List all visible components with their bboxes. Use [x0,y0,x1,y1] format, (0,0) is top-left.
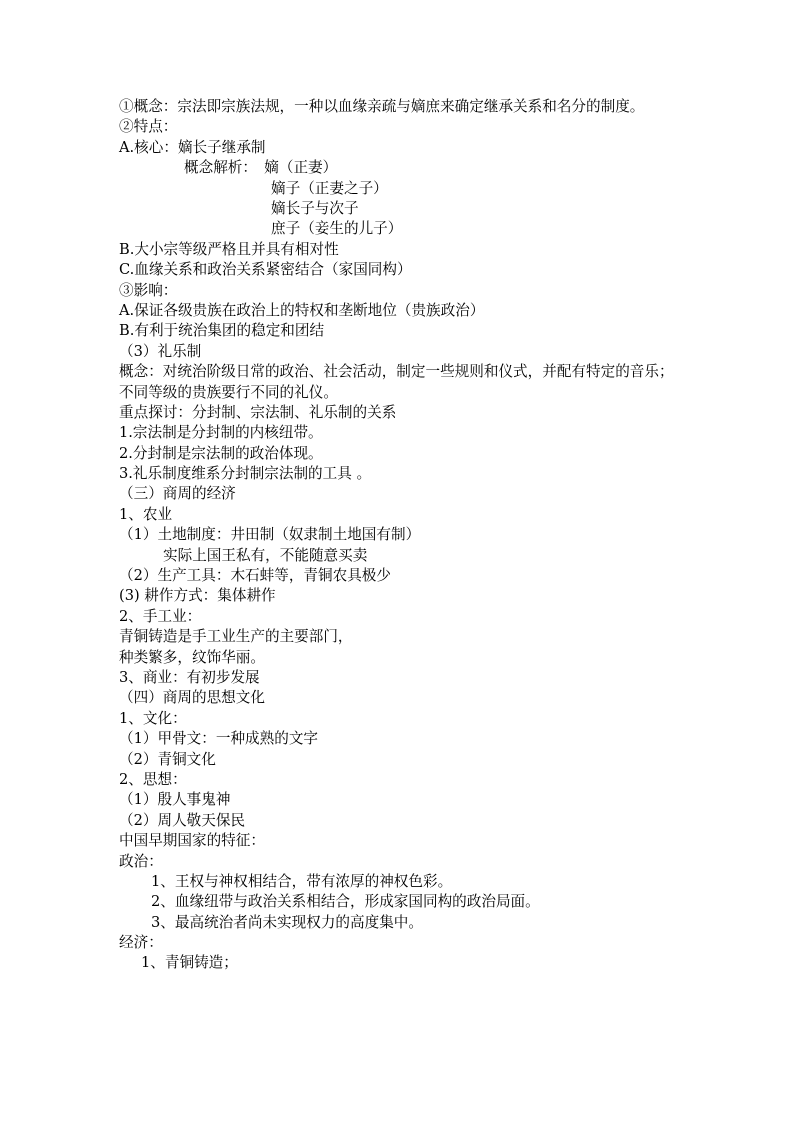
text-line: B.大小宗等级严格且并具有相对性 [119,240,339,258]
text-line: （1）土地制度：井田制（奴隶制土地国有制） [119,526,421,544]
text-line: 3、商业：有初步发展 [119,668,260,686]
text-line: 1、青铜铸造； [141,954,238,972]
text-line: 1、王权与神权相结合，带有浓厚的神权色彩。 [151,872,453,890]
heading-early-state: 中国早期国家的特征： [119,832,265,850]
heading-features: ②特点： [119,118,178,136]
text-line: 实际上国王私有，不能随意买卖 [163,546,368,564]
text-line: 嫡子（正妻之子） [271,179,388,197]
heading-economy: （三）商周的经济 [119,485,236,503]
text-line: 3.礼乐制度维系分封制宗法制的工具 。 [119,465,372,483]
heading-culture: （四）商周的思想文化 [119,689,265,707]
heading-influence: ③影响： [119,281,178,299]
text-line: 政治： [119,852,163,870]
text-line: 经济： [119,934,163,952]
text-line: 种类繁多，纹饰华丽。 [119,648,265,666]
text-line: 庶子（妾生的儿子） [271,220,403,238]
text-line: 2、思想： [119,770,187,788]
text-line: （1）殷人事鬼神 [119,791,231,809]
text-line: 3、最高统治者尚未实现权力的高度集中。 [151,913,423,931]
text-line: A.保证各级贵族在政治上的特权和垄断地位（贵族政治） [119,301,485,319]
text-line: 2、血缘纽带与政治关系相结合，形成家国同构的政治局面。 [151,893,540,911]
text-line: （2）生产工具：木石蚌等，青铜农具极少 [119,567,391,585]
text-line: （2）青铜文化 [119,750,216,768]
text-line: 2、手工业： [119,607,202,625]
text-line: 青铜铸造是手工业生产的主要部门， [119,628,353,646]
text-line: 1、文化： [119,709,187,727]
text-line: 概念解析： 嫡（正妻） [184,159,338,177]
document-body [119,97,679,974]
text-line: C.血缘关系和政治关系紧密结合（家国同构） [119,261,412,279]
text-line: 2.分封制是宗法制的政治体现。 [119,444,323,462]
text-line: 嫡长子与次子 [271,199,359,217]
text-line: 1、农业 [119,505,173,523]
text-line: (3) 耕作方式：集体耕作 [119,587,276,605]
paragraph-concept: ①概念：宗法即宗族法规，一种以血缘亲疏与嫡庶来确定继承关系和名分的制度。 [119,98,645,115]
text-line: （2）周人敬天保民 [119,811,246,829]
paragraph-rites-concept: 概念：对统治阶级日常的政治、社会活动，制定一些规则和仪式，并配有特定的音乐；不同等级的贵族要行不同的礼仪。 [119,363,674,401]
text-line: B.有利于统治集团的稳定和团结 [119,322,325,340]
heading-rites-music: （3）礼乐制 [119,342,202,360]
text-line: 1.宗法制是分封制的内核纽带。 [119,424,323,442]
text-line: 重点探讨：分封制、宗法制、礼乐制的关系 [119,403,397,421]
text-line: （1）甲骨文：一种成熟的文字 [119,730,319,748]
text-line: A.核心：嫡长子继承制 [119,138,266,156]
